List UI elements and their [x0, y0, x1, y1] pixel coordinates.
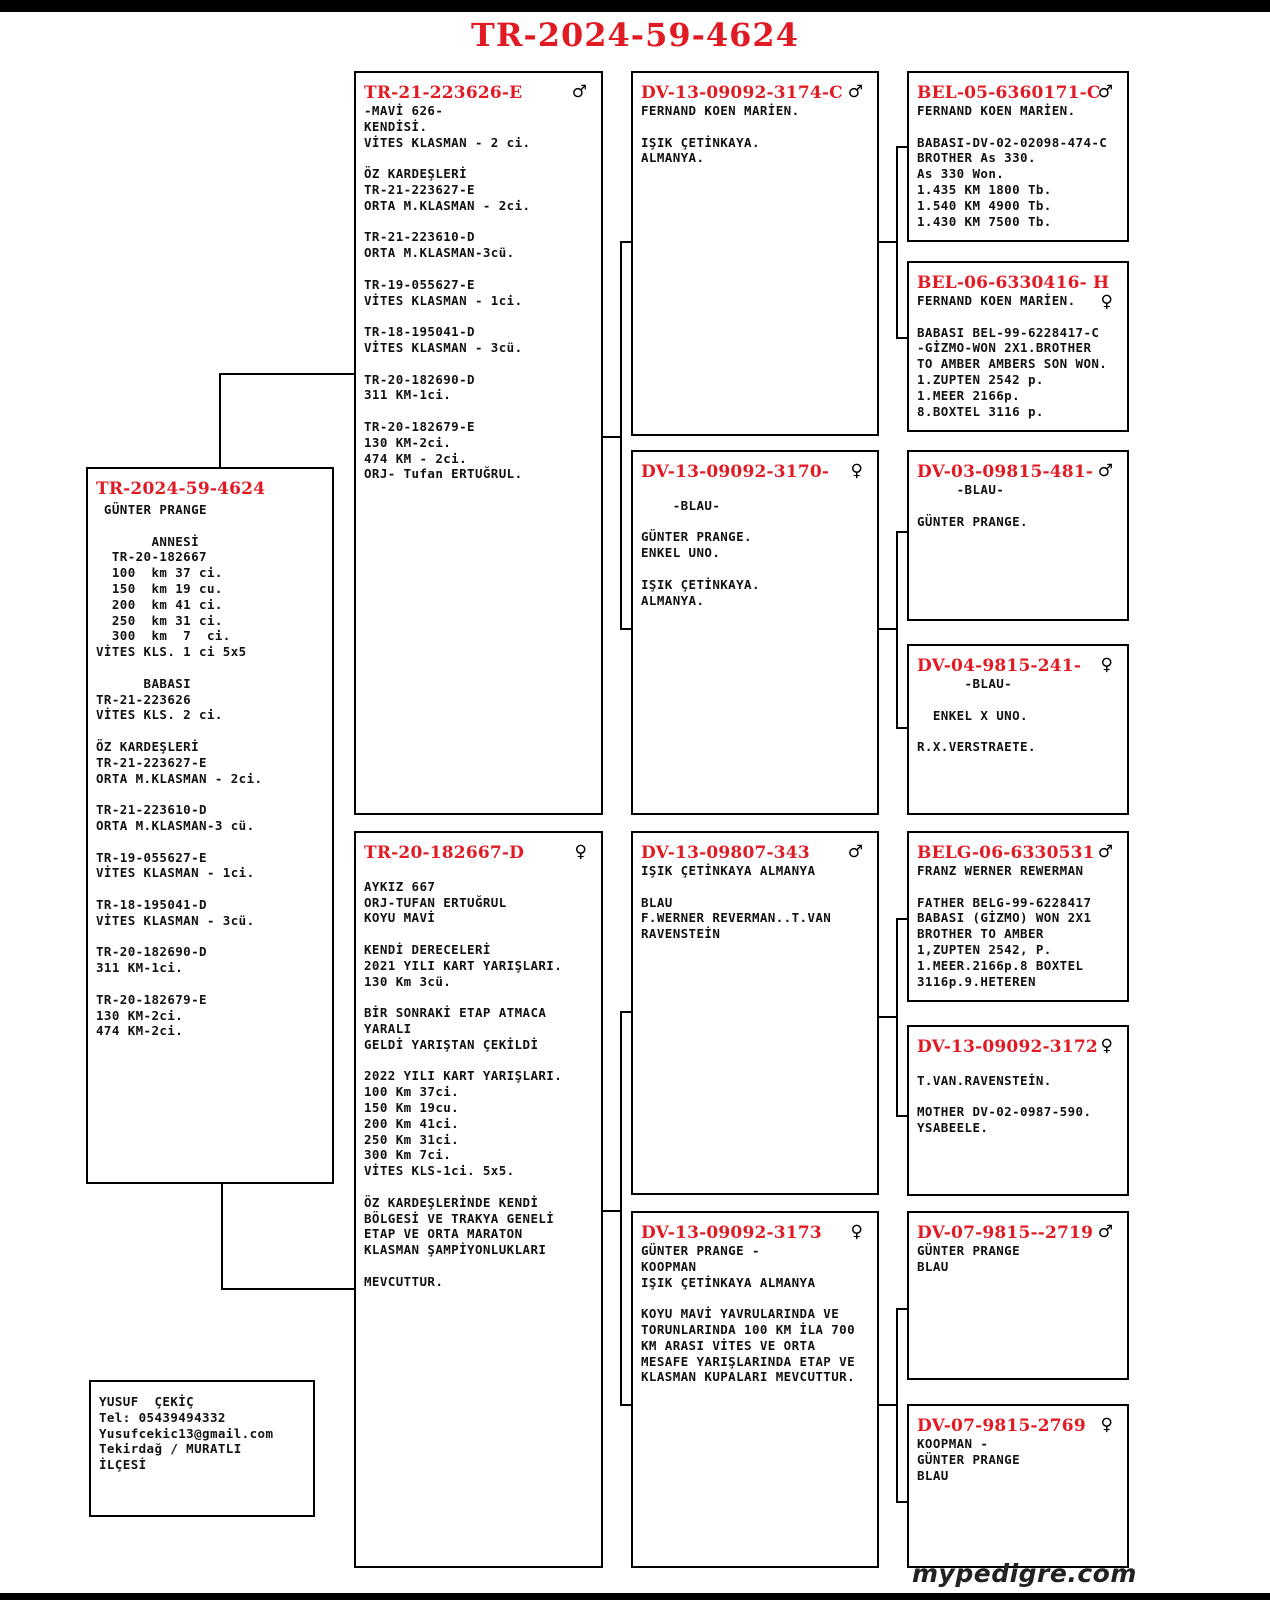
- grandparent-details: IŞIK ÇETİNKAYA ALMANYA BLAU F.WERNER REVERMAN..T.VAN RAVENSTEİN: [641, 863, 832, 942]
- connector-line: [601, 1210, 622, 1212]
- grandparent-card-sire-sire: [631, 71, 879, 436]
- connector-line: [877, 1404, 898, 1406]
- male-symbol-icon: ♂: [847, 82, 863, 102]
- great-grandparent-card: [907, 644, 1129, 815]
- male-symbol-icon: ♂: [1097, 842, 1113, 862]
- great-grandparent-details: -BLAU- GÜNTER PRANGE.: [917, 482, 1028, 529]
- great-grandparent-ring-number: BEL-06-6330416- H: [917, 273, 1110, 293]
- female-symbol-icon: ♀: [1100, 1036, 1113, 1056]
- dam-details: AYKIZ 667 ORJ-TUFAN ERTUĞRUL KOYU MAVİ KENDİ DERECELERİ 2021 YILI KART YARIŞLARI. 130 Km 3cü. BİR SONRAKİ ETAP ATMACA YARALI GELDİ YARIŞTAN ÇEKİLDİ 2022 YILI KART YARIŞLARI. 100 Km 37ci. 150 Km 19cu. 200 Km 41ci. 250 Km 31ci. 300 Km 7ci. VİTES KLS-1ci. 5x5. ÖZ KARDEŞLERİNDE KENDİ BÖLGESİ VE TRAKYA GENELİ ETAP VE ORTA MARATON KLASMAN ŞAMPİYONLUKLARI MEVCUTTUR.: [364, 878, 563, 1289]
- great-grandparent-ring-number: DV-04-9815-241-: [917, 656, 1082, 676]
- grandparent-details: -BLAU- GÜNTER PRANGE. ENKEL UNO. IŞIK ÇETİNKAYA. ALMANYA.: [641, 497, 760, 608]
- great-grandparent-card: [907, 1025, 1129, 1196]
- great-grandparent-details: KOOPMAN - GÜNTER PRANGE BLAU: [917, 1436, 1021, 1483]
- connector-line: [620, 1011, 622, 1406]
- male-symbol-icon: ♂: [1097, 82, 1113, 102]
- connector-line: [221, 1288, 356, 1290]
- top-border-bar: [0, 0, 1270, 12]
- dam-ring-number: TR-20-182667-D: [364, 843, 525, 863]
- connector-line: [601, 436, 622, 438]
- grandparent-ring-number: DV-13-09092-3174-C: [641, 83, 843, 103]
- great-grandparent-ring-number: BEL-05-6360171-C: [917, 83, 1101, 103]
- great-grandparent-ring-number: DV-03-09815-481-: [917, 462, 1094, 482]
- great-grandparent-details: T.VAN.RAVENSTEİN. MOTHER DV-02-0987-590. YSABEELE.: [917, 1072, 1092, 1136]
- connector-line: [219, 373, 356, 375]
- connector-line: [877, 628, 898, 630]
- connector-line: [896, 918, 898, 1117]
- sire-card: [354, 71, 603, 815]
- grandparent-ring-number: DV-13-09807-343: [641, 843, 810, 863]
- great-grandparent-card: [907, 1211, 1129, 1380]
- great-grandparent-ring-number: DV-13-09092-3172: [917, 1037, 1098, 1057]
- great-grandparent-ring-number: BELG-06-6330531: [917, 843, 1095, 863]
- connector-line: [221, 1183, 223, 1290]
- male-symbol-icon: ♂: [571, 82, 587, 102]
- connector-line: [620, 241, 622, 630]
- great-grandparent-details: FERNAND KOEN MARİEN. BABASI-DV-02-02098-474-C BROTHER As 330. As 330 Won. 1.435 KM 1800 Tb. 1.540 KM 4900 Tb. 1.430 KM 7500 Tb.: [917, 103, 1108, 229]
- great-grandparent-details: -BLAU- ENKEL X UNO. R.X.VERSTRAETE.: [917, 676, 1036, 755]
- sire-ring-number: TR-21-223626-E: [364, 83, 523, 103]
- connector-line: [896, 146, 898, 339]
- female-symbol-icon: ♀: [850, 1222, 863, 1242]
- male-symbol-icon: ♂: [1097, 461, 1113, 481]
- pedigree-title: TR-2024-59-4624: [471, 16, 799, 54]
- owner-contact-card: [89, 1380, 315, 1517]
- dam-card: [354, 831, 603, 1568]
- bottom-border-bar: [0, 1593, 1270, 1600]
- female-symbol-icon: ♀: [1100, 292, 1113, 312]
- grandparent-card-dam-dam: [631, 1211, 879, 1568]
- female-symbol-icon: ♀: [1100, 655, 1113, 675]
- subject-details: GÜNTER PRANGE ANNESİ TR-20-182667 100 km 37 ci. 150 km 19 cu. 200 km 41 ci. 250 km 31 ci. 300 km 7 ci. VİTES KLS. 1 ci 5x5 BABASI TR-21-223626 VİTES KLS. 2 ci. ÖZ KARDEŞLERİ TR-21-223627-E ORTA M.KLASMAN - 2ci. TR-21-223610-D ORTA M.KLASMAN-3 cü. TR-19-055627-E VİTES KLASMAN - 1ci. TR-18-195041-D VİTES KLASMAN - 3cü. TR-20-182690-D 311 KM-1ci. TR-20-182679-E 130 KM-2ci. 474 KM-2ci.: [96, 502, 263, 1039]
- subject-ring-number: TR-2024-59-4624: [96, 479, 266, 499]
- connector-line: [896, 1308, 898, 1503]
- grandparent-ring-number: DV-13-09092-3170-: [641, 462, 830, 482]
- great-grandparent-ring-number: DV-07-9815-2769: [917, 1416, 1086, 1436]
- owner-contact-details: YUSUF ÇEKİÇ Tel: 05439494332 Yusufcekic13@gmail.com Tekirdağ / MURATLI İLÇESİ: [99, 1394, 274, 1473]
- grandparent-details: FERNAND KOEN MARİEN. IŞIK ÇETİNKAYA. ALMANYA.: [641, 103, 800, 166]
- grandparent-card-sire-dam: [631, 450, 879, 815]
- grandparent-details: GÜNTER PRANGE - KOOPMAN IŞIK ÇETİNKAYA ALMANYA KOYU MAVİ YAVRULARINDA VE TORUNLARINDA 100 KM İLA 700 KM ARASI VİTES VE ORTA MESAFE YARIŞLARINDA ETAP VE KLASMAN KUPALARI MEVCUTTUR.: [641, 1243, 855, 1385]
- great-grandparent-card: [907, 1404, 1129, 1568]
- connector-line: [877, 241, 898, 243]
- connector-line: [219, 373, 221, 467]
- grandparent-ring-number: DV-13-09092-3173: [641, 1223, 822, 1243]
- female-symbol-icon: ♀: [850, 461, 863, 481]
- male-symbol-icon: ♂: [1097, 1222, 1113, 1242]
- watermark: mypedigre.com: [912, 1559, 1137, 1588]
- grandparent-card-dam-sire: [631, 831, 879, 1195]
- connector-line: [877, 1016, 898, 1018]
- subject-card: [86, 467, 334, 1184]
- sire-details: -MAVİ 626- KENDİSİ. VİTES KLASMAN - 2 ci. ÖZ KARDEŞLERİ TR-21-223627-E ORTA M.KLASMAN - 2ci. TR-21-223610-D ORTA M.KLASMAN-3cü. TR-19-055627-E VİTES KLASMAN - 1ci. TR-18-195041-D VİTES KLASMAN - 3cü. TR-20-182690-D 311 KM-1ci. TR-20-182679-E 130 KM-2ci. 474 KM - 2ci. ORJ- Tufan ERTUĞRUL.: [364, 103, 531, 482]
- connector-line: [896, 531, 898, 729]
- great-grandparent-card: [907, 450, 1129, 621]
- great-grandparent-details: FRANZ WERNER REWERMAN FATHER BELG-99-6228417 BABASI (GİZMO) WON 2X1 BROTHER TO AMBER 1,ZUPTEN 2542, P. 1.MEER.2166p.8 BOXTEL 3116p.9.HETEREN: [917, 863, 1092, 989]
- female-symbol-icon: ♀: [1100, 1415, 1113, 1435]
- great-grandparent-card: [907, 261, 1129, 432]
- male-symbol-icon: ♂: [847, 842, 863, 862]
- great-grandparent-details: FERNAND KOEN MARİEN. BABASI BEL-99-6228417-C -GİZMO-WON 2X1.BROTHER TO AMBER AMBERS SON WON. 1.ZUPTEN 2542 p. 1.MEER 2166p. 8.BOXTEL 3116 p.: [917, 293, 1108, 419]
- great-grandparent-ring-number: DV-07-9815--2719: [917, 1223, 1094, 1243]
- great-grandparent-details: GÜNTER PRANGE BLAU: [917, 1243, 1021, 1274]
- great-grandparent-card: [907, 71, 1129, 242]
- great-grandparent-card: [907, 831, 1129, 1002]
- female-symbol-icon: ♀: [574, 842, 587, 862]
